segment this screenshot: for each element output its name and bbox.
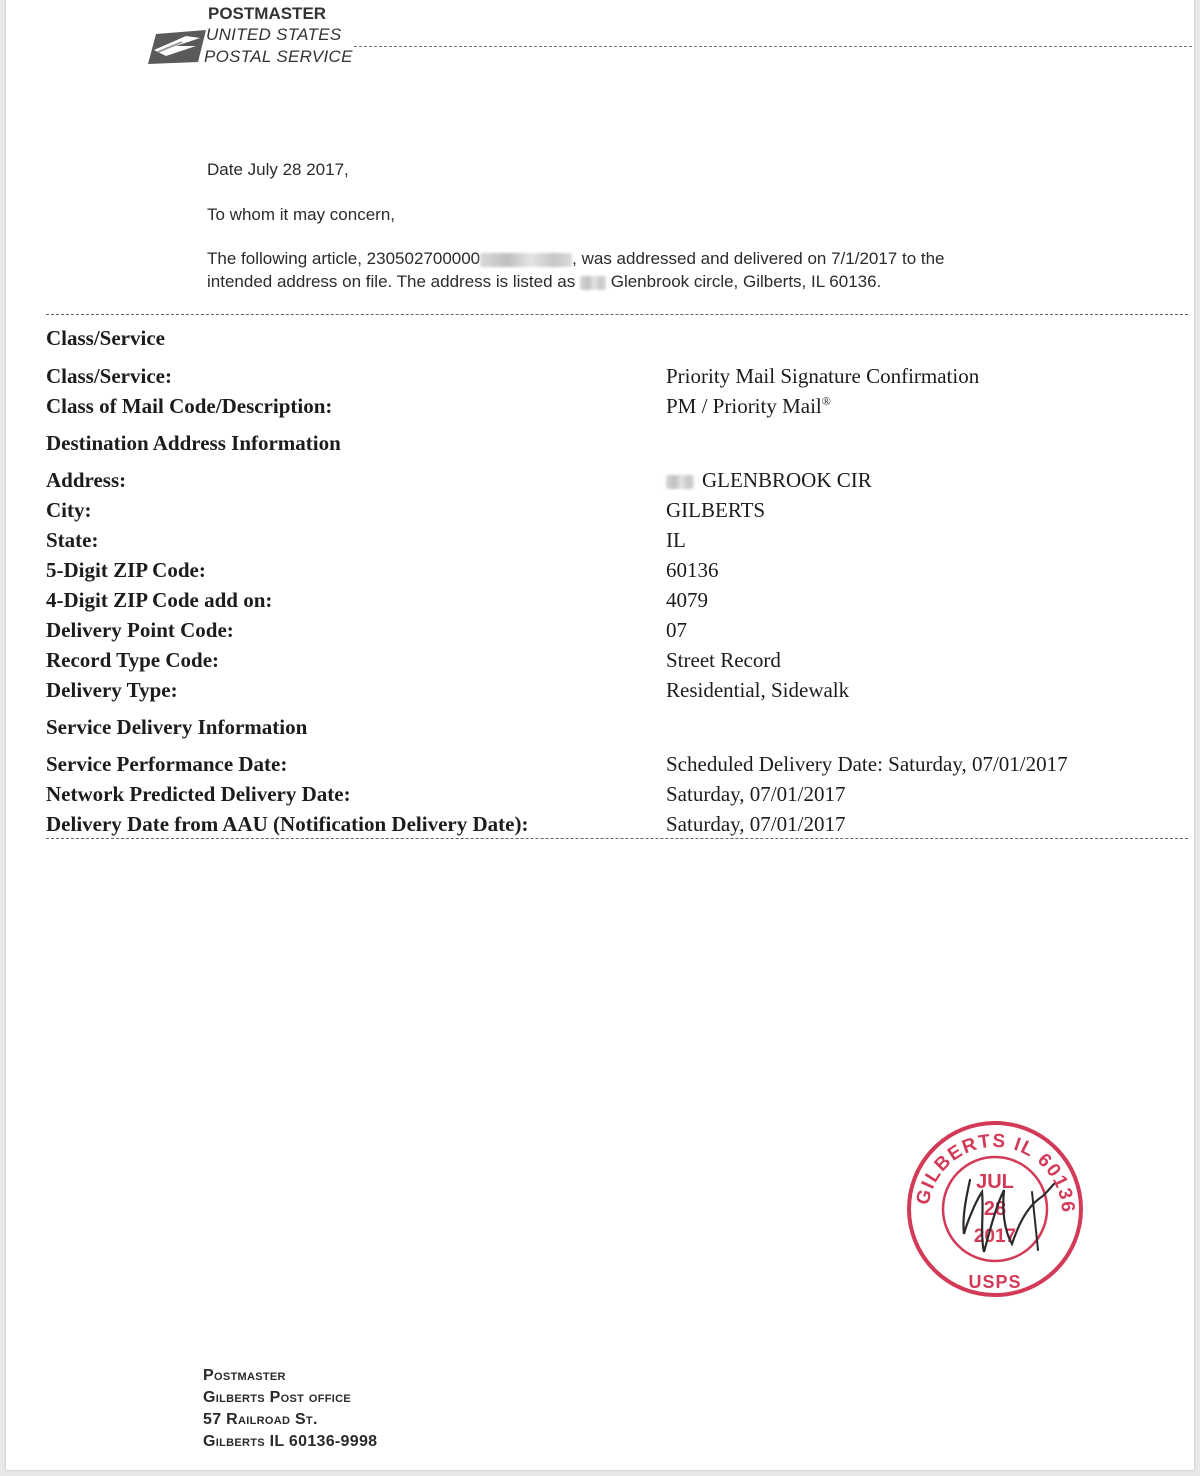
record-top-divider: [46, 314, 1188, 315]
stamp-day: 28: [983, 1198, 1007, 1220]
label-delivery-point: Delivery Point Code:: [46, 618, 234, 642]
footer-postmaster: Postmaster: [203, 1367, 286, 1384]
usps-eagle-logo-icon: [146, 26, 210, 66]
label-state: State:: [46, 528, 99, 552]
redacted-article-number: [480, 253, 572, 267]
value-service-performance: Scheduled Delivery Date: Saturday, 07/01/2017: [666, 752, 1068, 776]
stamp-bottom-text: USPS: [968, 1272, 1022, 1292]
header-org-line1: UNITED STATES: [206, 25, 342, 44]
value-city: GILBERTS: [666, 498, 766, 522]
postmark-stamp: [904, 1118, 1086, 1300]
label-class-service: Class/Service:: [46, 364, 172, 388]
value-delivery-point: 07: [666, 618, 687, 642]
stamp-month: JUL: [976, 1171, 1014, 1193]
section-heading-destination: Destination Address Information: [46, 431, 341, 455]
stamp-year: 2017: [973, 1226, 1017, 1247]
label-service-performance: Service Performance Date:: [46, 752, 288, 776]
date-line: Date July 28 2017,: [207, 160, 349, 179]
redacted-address-number: [666, 475, 694, 489]
label-zip4: 4-Digit ZIP Code add on:: [46, 588, 273, 612]
label-delivery-type: Delivery Type:: [46, 678, 178, 702]
label-mail-code: Class of Mail Code/Description:: [46, 394, 333, 418]
label-record-type: Record Type Code:: [46, 648, 220, 672]
header-postmaster: POSTMASTER: [208, 4, 327, 23]
value-class-service: Priority Mail Signature Confirmation: [666, 364, 980, 388]
address-text-prefix: intended address on file. The address is listed as: [207, 272, 576, 291]
body-paragraph: [207, 247, 1087, 293]
label-zip5: 5-Digit ZIP Code:: [46, 558, 206, 582]
record-bottom-divider: [46, 838, 1188, 839]
footer-post-office: Gilberts Post office: [203, 1389, 352, 1406]
label-network-predicted: Network Predicted Delivery Date:: [46, 782, 351, 806]
footer-street: 57 Railroad St.: [203, 1411, 318, 1428]
value-record-type: Street Record: [666, 648, 781, 672]
value-delivery-type: Residential, Sidewalk: [666, 678, 850, 702]
article-text-suffix: , was addressed and delivered on 7/1/2017 to the: [572, 249, 945, 268]
article-text-prefix: The following article, 230502700000: [207, 249, 481, 268]
value-network-predicted: Saturday, 07/01/2017: [666, 782, 846, 806]
address-text-suffix: Glenbrook circle, Gilberts, IL 60136.: [610, 272, 882, 291]
label-city: City:: [46, 498, 92, 522]
label-address: Address:: [46, 468, 127, 492]
redacted-house-number: [580, 276, 606, 290]
stamp-ring-text: GILBERTS IL 60136: [912, 1130, 1079, 1215]
value-aau-delivery: Saturday, 07/01/2017: [666, 812, 846, 836]
section-heading-service-delivery: Service Delivery Information: [46, 715, 308, 739]
value-zip5: 60136: [666, 558, 719, 582]
section-heading-class-service: Class/Service: [46, 326, 165, 350]
value-address: GLENBROOK CIR: [666, 467, 872, 493]
value-zip4: 4079: [666, 588, 708, 612]
letter-page: [6, 0, 1194, 1470]
salutation: To whom it may concern,: [207, 205, 396, 224]
header-org-line2: POSTAL SERVICE: [204, 47, 353, 66]
header-divider: [354, 46, 1192, 47]
value-state: IL: [666, 528, 686, 552]
footer-city-zip: Gilberts IL 60136-9998: [203, 1433, 378, 1450]
label-aau-delivery: Delivery Date from AAU (Notification Delivery Date):: [46, 812, 529, 836]
value-mail-code: PM / Priority Mail®: [666, 394, 831, 418]
